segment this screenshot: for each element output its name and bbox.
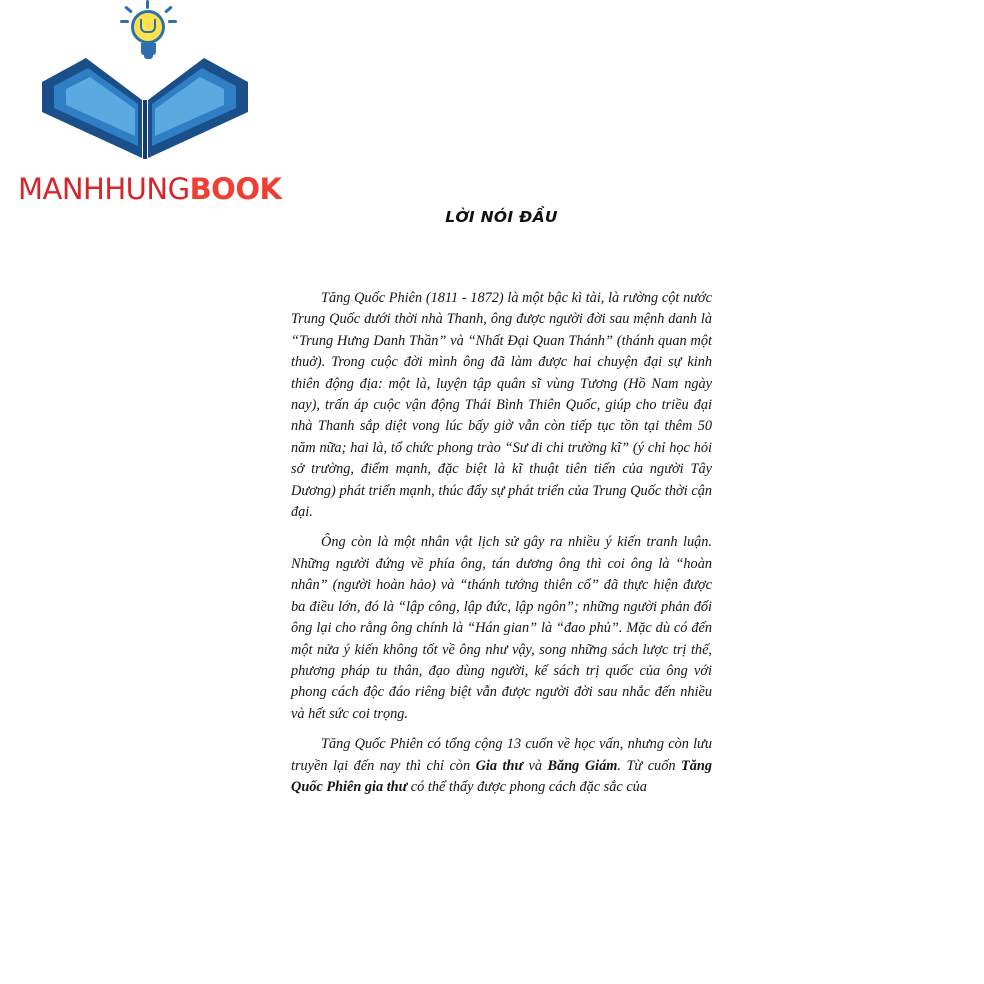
paragraph-1: Tăng Quốc Phiên (1811 - 1872) là một bậc kì tài, là rường cột nước Trung Quốc dưới thời nhà Thanh, ông được người đời sau mệnh danh là “Trung Hưng Danh Thần” và “Nhất Đại Quan Thánh” (thánh quan một thuở). Trong cuộc đời mình ông đã làm được hai chuyện đại sự kinh thiên động địa: một là, luyện tập quân sĩ vùng Tương (Hồ Nam ngày nay), trấn áp cuộc vận động Thái Bình Thiên Quốc, giúp cho triều đại nhà Thanh sắp diệt vong lúc bấy giờ vẫn còn tiếp tục tồn tại thêm 50 năm nữa; hai là, tổ chức phong trào “Sư di chi trường kĩ” (ý chỉ học hỏi sở trường, điểm mạnh, đặc biệt là kĩ thuật tiên tiến của người Tây Dương) phát triển mạnh, thúc đẩy sự phát triển của Trung Quốc thời cận đại. xyxy=(291,290,712,521)
logo-mark xyxy=(40,4,250,164)
brand-logo xyxy=(18,4,318,219)
document-page xyxy=(291,208,712,807)
page-title: LỜI NÓI ĐẦU xyxy=(445,208,558,226)
open-book-icon xyxy=(40,54,250,162)
paragraph-2: Ông còn là một nhân vật lịch sử gây ra nhiều ý kiến tranh luận. Những người đứng về phía ông, tán dương ông thì coi ông là “hoàn nhân” (người hoàn hảo) và “thánh tướng thiên cổ” đã thực hiện được ba điều lớn, đó là “lập công, lập đức, lập ngôn”; những người phản đối ông lại cho rằng ông chính là “Hán gian” là “đao phủ”. Mặc dù có đến một nửa ý kiến không tốt về ông như vậy, song những sách lược trị thế, phương pháp tu thân, đạo dùng người, kế sách trị quốc của ông với phong cách độc đáo riêng biệt vẫn được người đời sau nhắc đến nhiều và hết sức coi trọng. xyxy=(291,534,712,722)
logo-wordmark xyxy=(18,172,318,206)
paragraph-3: Tăng Quốc Phiên có tổng cộng 13 cuốn về học vấn, nhưng còn lưu truyền lại đến nay thì chỉ còn Gia thư và Băng Giám. Từ cuốn Tăng Quốc Phiên gia thư có thể thấy được phong cách đặc sắc của xyxy=(291,736,712,795)
logo-wordmark-part2: BOOK xyxy=(189,172,282,206)
logo-wordmark-part1: MANHHUNG xyxy=(18,172,190,206)
